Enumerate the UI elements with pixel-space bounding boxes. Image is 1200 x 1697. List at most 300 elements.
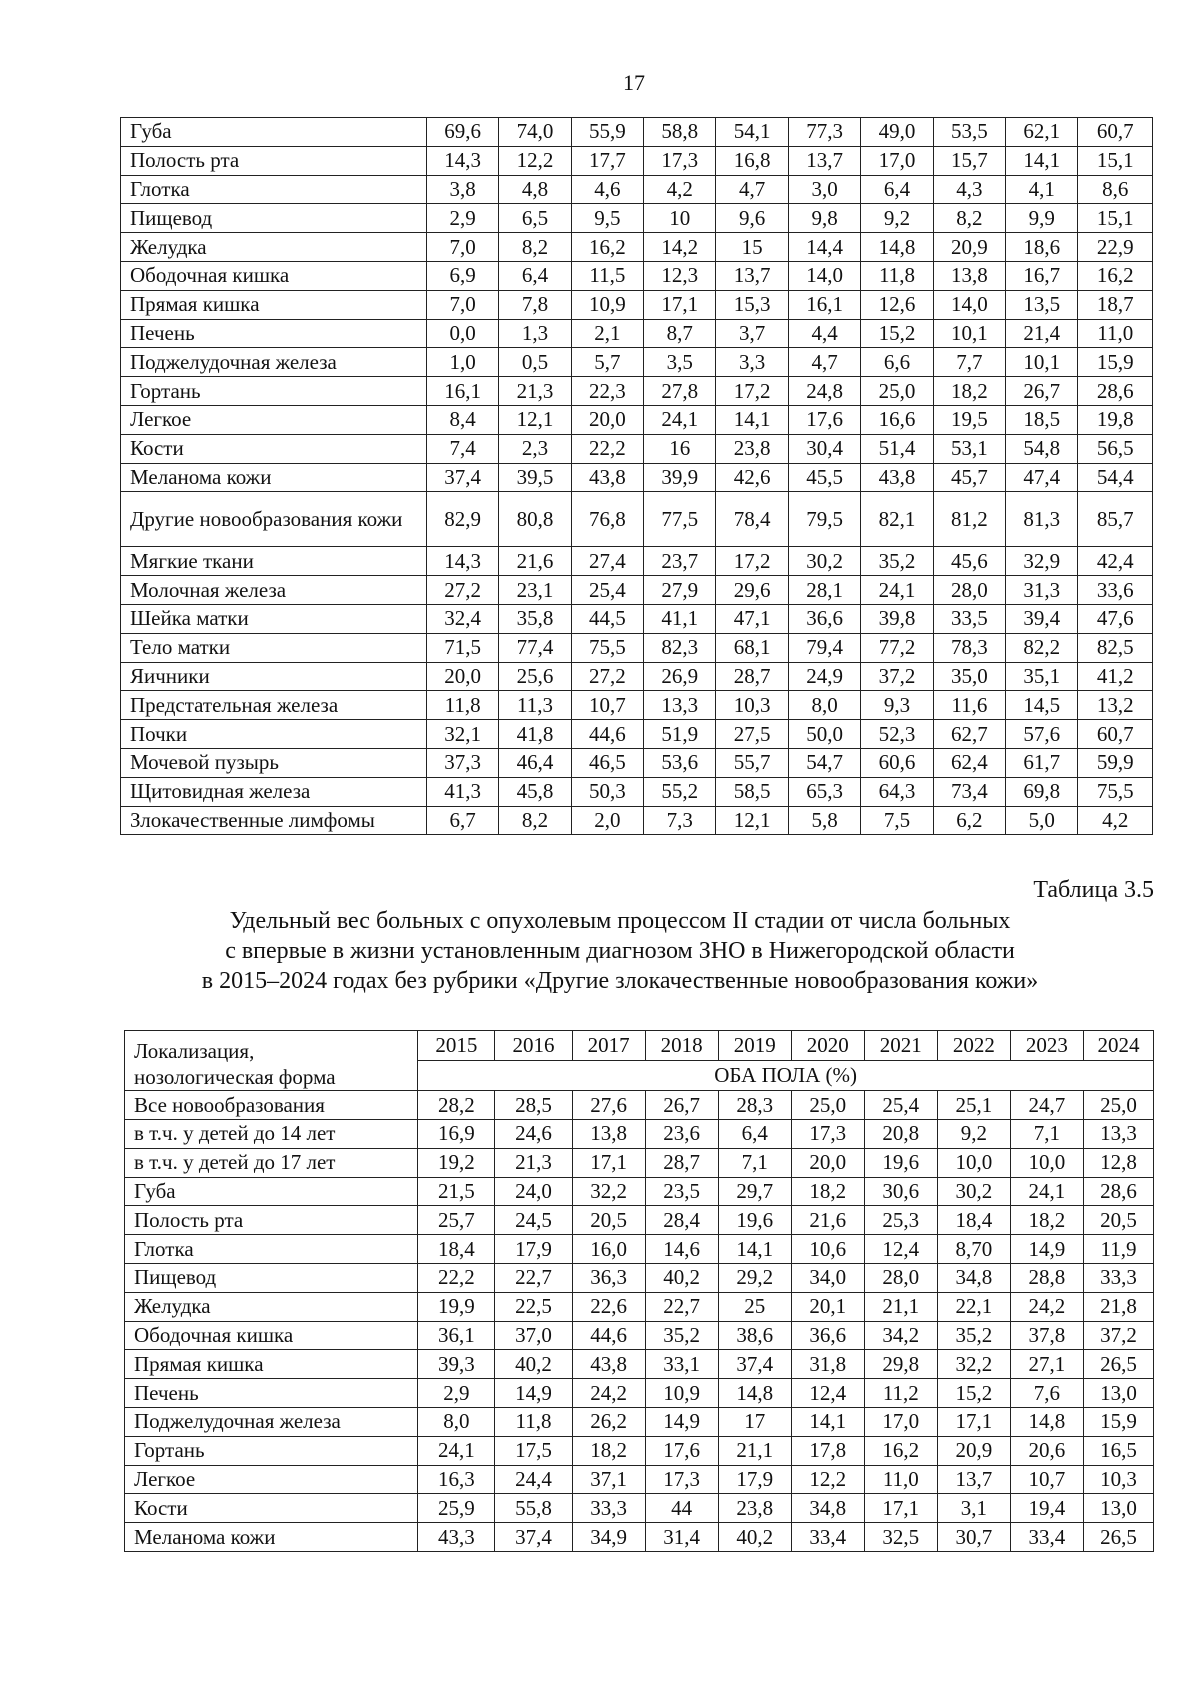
table-cell: 3,0 [788,175,860,204]
table-cell: 15,9 [1078,348,1153,377]
table-cell: 0,5 [499,348,571,377]
table-cell: 6,7 [426,806,498,835]
table-cell: 6,4 [499,261,571,290]
table-cell: 4,1 [1006,175,1078,204]
table-cell: 77,3 [788,118,860,147]
table-cell: 25,6 [499,662,571,691]
table-cell: 3,1 [937,1494,1010,1523]
row-label: Гортань [125,1436,418,1465]
row-label: Мочевой пузырь [121,748,427,777]
table-cell: 17,6 [645,1436,718,1465]
table-cell: 10,3 [716,691,788,720]
table-cell: 37,4 [426,463,498,492]
column-header-year: 2017 [572,1031,645,1061]
table-cell: 31,4 [645,1523,718,1552]
table-cell: 76,8 [571,492,643,547]
table-cell: 43,8 [572,1350,645,1379]
table-cell: 11,5 [571,261,643,290]
table-cell: 39,4 [1006,604,1078,633]
table-cell: 82,2 [1006,633,1078,662]
table-cell: 9,3 [861,691,933,720]
table-cell: 30,6 [864,1177,937,1206]
table-cell: 2,3 [499,434,571,463]
table-row [121,261,1153,290]
table-row [125,1350,1154,1379]
table-cell: 19,9 [418,1292,495,1321]
table-cell: 8,70 [937,1235,1010,1264]
table-row [121,348,1153,377]
table-cell: 62,1 [1006,118,1078,147]
table-cell: 82,9 [426,492,498,547]
table-cell: 27,2 [426,576,498,605]
table-cell: 10,0 [1010,1148,1083,1177]
table-cell: 28,0 [864,1264,937,1293]
table-row [121,777,1153,806]
row-label: Щитовидная железа [121,777,427,806]
table-cell: 13,7 [716,261,788,290]
table-cell: 25,3 [864,1206,937,1235]
table-row [125,1436,1154,1465]
table-cell: 17,0 [864,1407,937,1436]
table-cell: 8,4 [426,405,498,434]
table-cell: 35,2 [645,1321,718,1350]
table-cell: 45,8 [499,777,571,806]
table-cell: 15 [716,233,788,262]
table-cell: 58,5 [716,777,788,806]
table-cell: 13,7 [788,146,860,175]
table-cell: 29,7 [718,1177,791,1206]
column-header-year: 2021 [864,1031,937,1061]
table-cell: 16,8 [716,146,788,175]
table-cell: 14,1 [1006,146,1078,175]
table-cell: 24,2 [572,1379,645,1408]
table-cell: 20,0 [426,662,498,691]
table-cell: 20,9 [937,1436,1010,1465]
table-cell: 8,2 [933,204,1005,233]
table-cell: 75,5 [571,633,643,662]
table-cell: 9,2 [861,204,933,233]
table-cell: 54,7 [788,748,860,777]
header-label-line-1: Локализация, [134,1039,255,1063]
table-cell: 25,7 [418,1206,495,1235]
table-row [121,748,1153,777]
table-cell: 34,8 [791,1494,864,1523]
table-cell: 10 [644,204,716,233]
table-cell: 17,8 [791,1436,864,1465]
table-cell: 35,2 [937,1321,1010,1350]
row-label: в т.ч. у детей до 17 лет [125,1148,418,1177]
table-row [121,463,1153,492]
table-cell: 20,8 [864,1120,937,1149]
table-cell: 26,2 [572,1407,645,1436]
table-cell: 17,1 [864,1494,937,1523]
table-cell: 37,1 [572,1465,645,1494]
table-cell: 20,5 [1083,1206,1153,1235]
table-cell: 32,5 [864,1523,937,1552]
table-cell: 14,8 [861,233,933,262]
table-cell: 12,4 [791,1379,864,1408]
table-cell: 17,1 [644,290,716,319]
table-cell: 28,2 [418,1091,495,1120]
table-cell: 44 [645,1494,718,1523]
row-label: Глотка [125,1235,418,1264]
table-cell: 16 [644,434,716,463]
table-cell: 4,7 [788,348,860,377]
table-cell: 4,2 [1078,806,1153,835]
table-cell: 7,4 [426,434,498,463]
table-cell: 2,9 [418,1379,495,1408]
table-row [121,204,1153,233]
table-cell: 30,2 [788,547,860,576]
table-cell: 51,9 [644,720,716,749]
row-label: Прямая кишка [125,1350,418,1379]
table-cell: 28,8 [1010,1264,1083,1293]
table-row [121,405,1153,434]
table-cell: 40,2 [718,1523,791,1552]
row-label: Легкое [121,405,427,434]
table-cell: 2,1 [571,319,643,348]
table-cell: 11,8 [426,691,498,720]
table-caption-title [0,906,1200,996]
table-cell: 28,3 [718,1091,791,1120]
table-cell: 60,7 [1078,720,1153,749]
table-cell: 1,0 [426,348,498,377]
table-header-row [125,1031,1154,1061]
table-cell: 7,7 [933,348,1005,377]
table-cell: 14,5 [1006,691,1078,720]
table-cell: 37,4 [495,1523,572,1552]
table-cell: 14,6 [645,1235,718,1264]
table-cell: 37,2 [1083,1321,1153,1350]
table-cell: 25,4 [571,576,643,605]
column-header-year: 2022 [937,1031,1010,1061]
table-cell: 23,7 [644,547,716,576]
table-cell: 24,8 [788,377,860,406]
table-cell: 9,6 [716,204,788,233]
table-cell: 25,1 [937,1091,1010,1120]
table-cell: 5,8 [788,806,860,835]
table-cell: 12,2 [499,146,571,175]
table-cell: 29,8 [864,1350,937,1379]
table-cell: 16,1 [426,377,498,406]
table-cell: 19,2 [418,1148,495,1177]
table-cell: 35,2 [861,547,933,576]
table-caption-number: Таблица 3.5 [1033,877,1154,903]
table-cell: 24,7 [1010,1091,1083,1120]
table-cell: 18,7 [1078,290,1153,319]
table-cell: 28,1 [788,576,860,605]
table-cell: 55,2 [644,777,716,806]
table-cell: 18,5 [1006,405,1078,434]
table-cell: 37,3 [426,748,498,777]
table-cell: 45,5 [788,463,860,492]
table-cell: 22,2 [571,434,643,463]
table-row [125,1494,1154,1523]
table-cell: 11,3 [499,691,571,720]
table-cell: 16,6 [861,405,933,434]
table-cell: 21,1 [718,1436,791,1465]
table-cell: 2,9 [426,204,498,233]
table-cell: 10,3 [1083,1465,1153,1494]
table-cell: 14,2 [644,233,716,262]
table-row [125,1091,1154,1120]
table-cell: 18,2 [572,1436,645,1465]
table-cell: 57,6 [1006,720,1078,749]
table-cell: 20,0 [791,1148,864,1177]
table-cell: 22,7 [645,1292,718,1321]
table-cell: 37,2 [861,662,933,691]
table-cell: 13,5 [1006,290,1078,319]
table-cell: 20,1 [791,1292,864,1321]
table-cell: 13,8 [933,261,1005,290]
row-label: Злокачественные лимфомы [121,806,427,835]
table-cell: 25,0 [1083,1091,1153,1120]
table-cell: 27,8 [644,377,716,406]
table-cell: 27,5 [716,720,788,749]
table-cell: 33,3 [1083,1264,1153,1293]
table-row [121,175,1153,204]
table-cell: 8,0 [418,1407,495,1436]
table-cell: 45,7 [933,463,1005,492]
table-cell: 17,5 [495,1436,572,1465]
row-label: Яичники [121,662,427,691]
table-cell: 61,7 [1006,748,1078,777]
table-cell: 27,2 [571,662,643,691]
table-row [125,1120,1154,1149]
table-cell: 27,1 [1010,1350,1083,1379]
table-cell: 28,0 [933,576,1005,605]
table-cell: 19,8 [1078,405,1153,434]
table-cell: 26,9 [644,662,716,691]
table-cell: 8,6 [1078,175,1153,204]
table-cell: 20,6 [1010,1436,1083,1465]
table-cell: 7,1 [1010,1120,1083,1149]
table-cell: 10,0 [937,1148,1010,1177]
row-label: Кости [121,434,427,463]
table-cell: 53,1 [933,434,1005,463]
table-cell: 79,5 [788,492,860,547]
table-cell: 18,6 [1006,233,1078,262]
table-row [125,1148,1154,1177]
table-cell: 30,2 [937,1177,1010,1206]
table-cell: 28,5 [495,1091,572,1120]
table-cell: 32,1 [426,720,498,749]
header-label-line-2: нозологическая форма [134,1064,336,1089]
table-cell: 6,5 [499,204,571,233]
table-cell: 15,9 [1083,1407,1153,1436]
table-cell: 18,2 [1010,1206,1083,1235]
table-cell: 10,6 [791,1235,864,1264]
table-cell: 19,4 [1010,1494,1083,1523]
table-row [121,662,1153,691]
page-number: 17 [623,70,645,95]
table-cell: 3,5 [644,348,716,377]
table-cell: 12,2 [791,1465,864,1494]
table-cell: 80,8 [499,492,571,547]
table-cell: 53,6 [644,748,716,777]
table-cell: 27,4 [571,547,643,576]
table-cell: 45,6 [933,547,1005,576]
table-row [121,319,1153,348]
table-cell: 28,7 [716,662,788,691]
table-cell: 10,7 [1010,1465,1083,1494]
row-label: Поджелудочная железа [125,1407,418,1436]
row-label: Предстательная железа [121,691,427,720]
row-label: Глотка [121,175,427,204]
table-cell: 19,6 [864,1148,937,1177]
table-cell: 44,6 [572,1321,645,1350]
row-label: Другие новообразования кожи [121,492,427,547]
table-cell: 10,9 [645,1379,718,1408]
table-cell: 77,2 [861,633,933,662]
table-cell: 5,7 [571,348,643,377]
table-cell: 6,6 [861,348,933,377]
table-row [121,118,1153,147]
row-label: Поджелудочная железа [121,348,427,377]
column-header-year: 2020 [791,1031,864,1061]
table-cell: 43,8 [571,463,643,492]
table-cell: 36,3 [572,1264,645,1293]
table-cell: 15,1 [1078,204,1153,233]
row-label: Меланома кожи [125,1523,418,1552]
table-cell: 8,2 [499,806,571,835]
table-cell: 49,0 [861,118,933,147]
table-cell: 11,9 [1083,1235,1153,1264]
table-cell: 20,9 [933,233,1005,262]
table-cell: 14,8 [718,1379,791,1408]
table-cell: 24,0 [495,1177,572,1206]
table-cell: 47,4 [1006,463,1078,492]
table-cell: 11,8 [495,1407,572,1436]
table-cell: 43,8 [861,463,933,492]
table-cell: 44,6 [571,720,643,749]
row-label: Губа [125,1177,418,1206]
table-cell: 25,0 [861,377,933,406]
table-cell: 39,3 [418,1350,495,1379]
table-row [121,691,1153,720]
table-cell: 54,8 [1006,434,1078,463]
table-cell: 2,0 [571,806,643,835]
table-cell: 17,0 [861,146,933,175]
row-label: Желудка [121,233,427,262]
table-cell: 4,3 [933,175,1005,204]
table-cell: 65,3 [788,777,860,806]
table-cell: 23,5 [645,1177,718,1206]
table-cell: 19,6 [718,1206,791,1235]
table-cell: 7,8 [499,290,571,319]
table-cell: 54,1 [716,118,788,147]
table-cell: 22,7 [495,1264,572,1293]
table-cell: 74,0 [499,118,571,147]
table-row [125,1177,1154,1206]
table-cell: 71,5 [426,633,498,662]
table-cell: 62,7 [933,720,1005,749]
table-cell: 36,6 [791,1321,864,1350]
row-label: Желудка [125,1292,418,1321]
table-cell: 17,1 [572,1148,645,1177]
table-cell: 11,8 [861,261,933,290]
table-cell: 36,1 [418,1321,495,1350]
table-cell: 16,2 [864,1436,937,1465]
table-cell: 11,0 [1078,319,1153,348]
table-row [125,1465,1154,1494]
table-cell: 24,5 [495,1206,572,1235]
table-cell: 53,5 [933,118,1005,147]
table-cell: 68,1 [716,633,788,662]
table-cell: 55,8 [495,1494,572,1523]
table-cell: 58,8 [644,118,716,147]
table-cell: 16,2 [1078,261,1153,290]
table-cell: 19,5 [933,405,1005,434]
table-cell: 13,7 [937,1465,1010,1494]
table-cell: 21,3 [499,377,571,406]
table-cell: 46,5 [571,748,643,777]
table-cell: 4,4 [788,319,860,348]
row-label: Печень [121,319,427,348]
table-cell: 47,1 [716,604,788,633]
table-cell: 11,0 [864,1465,937,1494]
table-cell: 14,1 [791,1407,864,1436]
table-cell: 14,4 [788,233,860,262]
table-cell: 21,6 [791,1206,864,1235]
table-cell: 79,4 [788,633,860,662]
table-cell: 23,1 [499,576,571,605]
table-cell: 40,2 [645,1264,718,1293]
table-cell: 21,8 [1083,1292,1153,1321]
table-cell: 33,4 [1010,1523,1083,1552]
table-cell: 40,2 [495,1350,572,1379]
table-cell: 51,4 [861,434,933,463]
table-cell: 75,5 [1078,777,1153,806]
table-cell: 33,1 [645,1350,718,1379]
table-cell: 4,2 [644,175,716,204]
table-cell: 13,3 [644,691,716,720]
column-header-year: 2024 [1083,1031,1153,1061]
table-cell: 17,3 [791,1120,864,1149]
table-cell: 41,3 [426,777,498,806]
table-cell: 22,3 [571,377,643,406]
table-cell: 16,7 [1006,261,1078,290]
table-cell: 28,6 [1078,377,1153,406]
table-row [121,633,1153,662]
table-row [121,434,1153,463]
table-cell: 12,3 [644,261,716,290]
table-cell: 27,6 [572,1091,645,1120]
table-cell: 60,6 [861,748,933,777]
table-cell: 4,8 [499,175,571,204]
table-cell: 10,9 [571,290,643,319]
table-cell: 7,1 [718,1148,791,1177]
table-cell: 17,3 [644,146,716,175]
row-label: Прямая кишка [121,290,427,319]
table-cell: 22,2 [418,1264,495,1293]
table-cell: 35,0 [933,662,1005,691]
table-cell: 39,9 [644,463,716,492]
table-cell: 3,3 [716,348,788,377]
table-cell: 4,7 [716,175,788,204]
table-cell: 26,7 [645,1091,718,1120]
table-cell: 16,0 [572,1235,645,1264]
table-cell: 22,5 [495,1292,572,1321]
table-cell: 18,2 [933,377,1005,406]
table-cell: 37,0 [495,1321,572,1350]
table-cell: 24,1 [1010,1177,1083,1206]
row-label: Шейка матки [121,604,427,633]
table-cell: 47,6 [1078,604,1153,633]
table-cell: 50,3 [571,777,643,806]
table-cell: 7,5 [861,806,933,835]
table-cell: 41,1 [644,604,716,633]
